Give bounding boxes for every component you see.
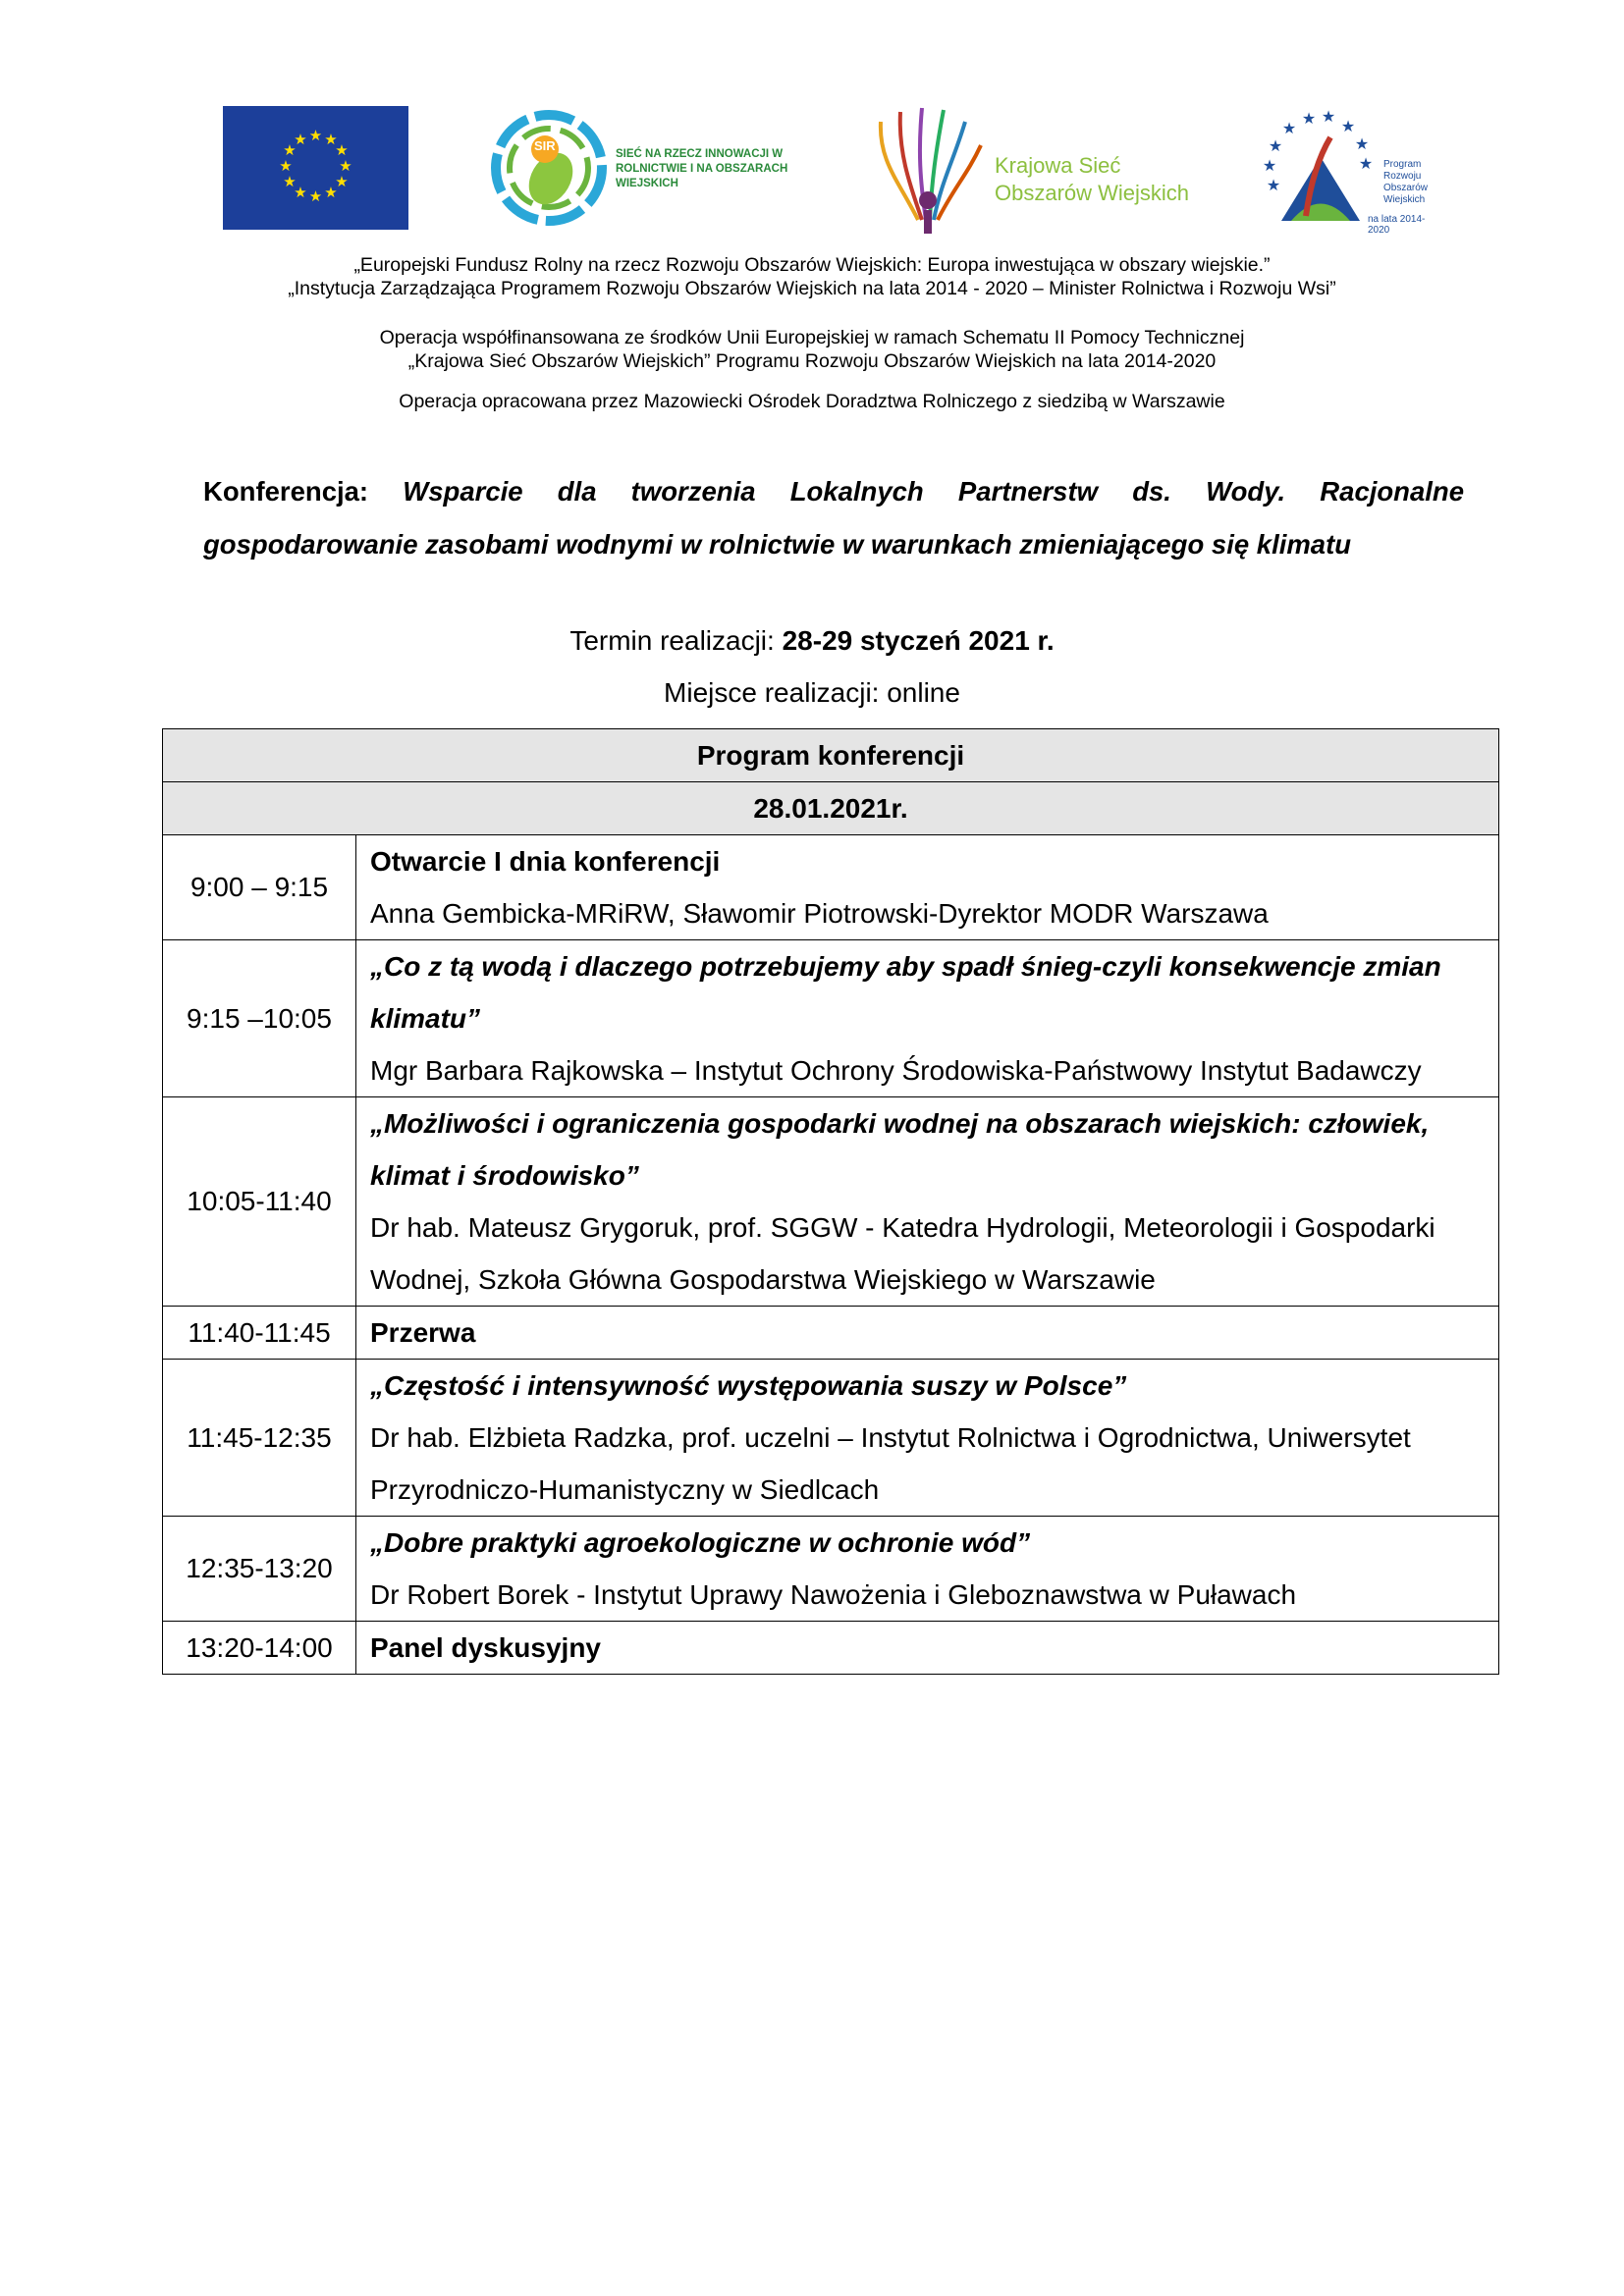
program-row-speaker: Dr hab. Mateusz Grygoruk, prof. SGGW - Katedra Hydrologii, Meteorologii i Gospodarki Wodnej, Szkoła Główna Gospodarstwa Wiejskiego w Warszawie: [370, 1212, 1435, 1295]
program-row-content: [356, 1360, 1499, 1517]
program-row-title: „Częstość i intensywność występowania suszy w Polsce”: [370, 1370, 1127, 1401]
program-heading-row: [163, 729, 1499, 782]
program-row-time: 9:00 – 9:15: [163, 835, 356, 940]
header-line-4: „Krajowa Sieć Obszarów Wiejskich” Programu Rozwoju Obszarów Wiejskich na lata 2014-2020: [407, 350, 1217, 372]
svg-text:★: ★: [335, 141, 349, 159]
svg-text:★: ★: [1281, 119, 1297, 137]
program-row-content: [356, 1517, 1499, 1622]
program-row: [163, 1517, 1499, 1622]
program-row-time: 13:20-14:00: [163, 1622, 356, 1675]
header-line-5: Operacja opracowana przez Mazowiecki Ośrodek Doradztwa Rolniczego z siedzibą w Warszawie: [399, 391, 1225, 412]
program-heading: Program konferencji: [163, 729, 1499, 782]
program-row-time: 11:45-12:35: [163, 1360, 356, 1517]
program-row-title: „Co z tą wodą i dlaczego potrzebujemy aby spadł śnieg-czyli konsekwencje zmian klimatu”: [370, 951, 1441, 1034]
program-row: [163, 1360, 1499, 1517]
svg-text:★: ★: [308, 187, 323, 205]
prow-text-5: na lata 2014-2020: [1368, 214, 1426, 236]
sir-logo-text: SIEĆ NA RZECZ INNOWACJI W ROLNICTWIE I NA OBSZARACH WIEJSKICH: [616, 148, 788, 189]
svg-text:★: ★: [324, 184, 338, 201]
svg-text:★: ★: [1268, 136, 1283, 155]
program-row-speaker: Dr hab. Elżbieta Radzka, prof. uczelni – Instytut Rolnictwa i Ogrodnictwa, Uniwersytet Przyrodniczo-Humanistyczny w Siedlcach: [370, 1422, 1411, 1505]
program-table: [162, 728, 1499, 1675]
program-row-content: [356, 1097, 1499, 1307]
svg-text:★: ★: [1301, 109, 1317, 128]
operator-header: [0, 390, 1624, 413]
program-row-time: 12:35-13:20: [163, 1517, 356, 1622]
svg-text:★: ★: [1266, 176, 1281, 194]
program-date: 28.01.2021r.: [163, 782, 1499, 835]
program-row: [163, 835, 1499, 940]
conference-label: Konferencja:: [203, 476, 369, 507]
program-row-speaker: Mgr Barbara Rajkowska – Instytut Ochrony Środowiska-Państwowy Instytut Badawczy: [370, 1055, 1422, 1086]
svg-text:★: ★: [283, 141, 297, 159]
svg-text:★: ★: [335, 173, 349, 190]
program-row-time: 10:05-11:40: [163, 1097, 356, 1307]
program-row-time: 9:15 –10:05: [163, 940, 356, 1097]
program-row-title: Otwarcie I dnia konferencji: [370, 846, 721, 877]
program-row-speaker: Anna Gembicka-MRiRW, Sławomir Piotrowski-Dyrektor MODR Warszawa: [370, 898, 1269, 929]
conference-title: [203, 465, 1464, 571]
ksow-line1: Krajowa Sieć: [995, 153, 1121, 178]
svg-text:★: ★: [1321, 108, 1336, 126]
program-row: [163, 1097, 1499, 1307]
svg-text:★: ★: [339, 157, 352, 175]
ksow-line2: Obszarów Wiejskich: [995, 181, 1190, 205]
svg-text:★: ★: [308, 127, 323, 144]
program-row-time: 11:40-11:45: [163, 1307, 356, 1360]
svg-text:★: ★: [279, 157, 293, 175]
svg-text:★: ★: [1340, 117, 1356, 135]
program-row: [163, 1622, 1499, 1675]
svg-text:★: ★: [1358, 154, 1374, 173]
header-line-3: Operacja współfinansowana ze środków Unii Europejskiej w ramach Schematu II Pomocy Technicznej: [379, 327, 1245, 348]
eu-flag-logo: [223, 106, 408, 230]
conference-name: Wsparcie dla tworzenia Lokalnych Partnerstw ds. Wody. Racjonalne gospodarowanie zasobami wodnymi w rolnictwie w warunkach zmieniającego się klimatu: [203, 476, 1465, 560]
svg-text:★: ★: [1262, 156, 1277, 175]
program-row-title: „Możliwości i ograniczenia gospodarki wodnej na obszarach wiejskich: człowiek, klimat i środowisko”: [370, 1108, 1430, 1191]
term-value: 28-29 styczeń 2021 r.: [782, 625, 1055, 656]
svg-text:★: ★: [294, 131, 307, 148]
ksow-logo: [869, 102, 1203, 235]
sir-badge-text: SIR: [534, 138, 556, 153]
term-label: Termin realizacji:: [569, 625, 775, 656]
funding-header: [0, 253, 1624, 300]
program-row-content: [356, 1622, 1499, 1675]
cofinancing-header: [0, 326, 1624, 373]
program-row: [163, 1307, 1499, 1360]
program-row-speaker: Dr Robert Borek - Instytut Uprawy Nawożenia i Gleboznawstwa w Puławach: [370, 1579, 1297, 1610]
program-date-row: [163, 782, 1499, 835]
header-line-2: „Instytucja Zarządzająca Programem Rozwoju Obszarów Wiejskich na lata 2014 - 2020 – Minister Rolnictwa i Rozwoju Wsi”: [288, 278, 1336, 299]
program-row-title: Panel dyskusyjny: [370, 1632, 602, 1663]
program-row-title: Przerwa: [370, 1317, 476, 1348]
program-row-content: [356, 835, 1499, 940]
conference-term: [0, 625, 1624, 657]
prow-text-3: Obszarów: [1383, 183, 1429, 193]
prow-text-4: Wiejskich: [1383, 194, 1426, 205]
program-row-content: [356, 1307, 1499, 1360]
program-row-title: „Dobre praktyki agroekologiczne w ochronie wód”: [370, 1527, 1031, 1558]
prow-logo: [1252, 108, 1443, 236]
program-row-content: [356, 940, 1499, 1097]
prow-text-1: Program: [1383, 159, 1422, 170]
svg-text:★: ★: [283, 173, 297, 190]
sir-network-logo: [488, 102, 802, 235]
prow-text-2: Rozwoju: [1383, 171, 1422, 182]
svg-text:★: ★: [1354, 134, 1370, 153]
header-line-1: „Europejski Fundusz Rolny na rzecz Rozwoju Obszarów Wiejskich: Europa inwestująca w obszary wiejskie.”: [353, 254, 1271, 276]
program-row: [163, 940, 1499, 1097]
conference-place: Miejsce realizacji: online: [664, 677, 960, 708]
logo-bar: [0, 98, 1624, 240]
svg-text:★: ★: [324, 131, 338, 148]
svg-text:★: ★: [294, 184, 307, 201]
